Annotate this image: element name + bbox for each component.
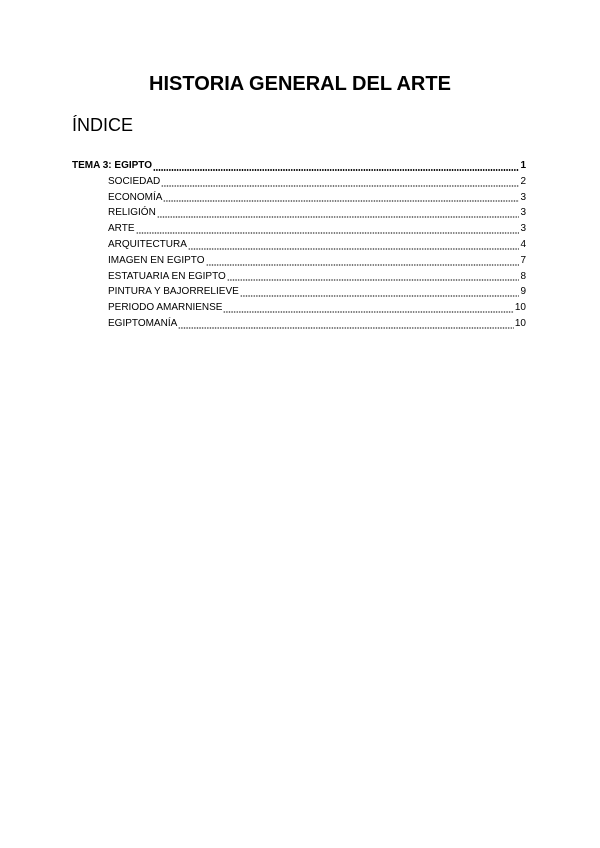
document-title: HISTORIA GENERAL DEL ARTE bbox=[149, 73, 451, 95]
toc-entry-label: PERIODO AMARNIENSE bbox=[108, 302, 223, 314]
toc-entry-page: 10 bbox=[514, 302, 526, 314]
toc-entry-page: 2 bbox=[520, 175, 526, 187]
toc-entry-tema-3-egipto[interactable] bbox=[72, 158, 526, 174]
toc-dot-leader bbox=[163, 190, 519, 202]
toc-dot-leader bbox=[157, 206, 520, 218]
toc-dot-leader bbox=[240, 285, 520, 297]
toc-entry-page: 7 bbox=[520, 254, 526, 266]
toc-dot-leader bbox=[161, 175, 519, 187]
toc-entry-label: ARTE bbox=[108, 223, 135, 235]
toc-entry-label: EGIPTOMANÍA bbox=[108, 317, 178, 329]
toc-entry-economia[interactable] bbox=[72, 190, 526, 206]
toc-entry-page: 10 bbox=[514, 317, 526, 329]
toc-entry-egiptomania[interactable] bbox=[72, 316, 526, 332]
toc-dot-leader bbox=[188, 238, 520, 250]
toc-entry-pintura-y-bajorrelieve[interactable] bbox=[72, 284, 526, 300]
toc-entry-imagen-en-egipto[interactable] bbox=[72, 253, 526, 269]
toc-entry-page: 3 bbox=[520, 191, 526, 203]
toc-dot-leader bbox=[223, 301, 513, 313]
index-heading: ÍNDICE bbox=[72, 115, 134, 135]
toc-entry-label: TEMA 3: EGIPTO bbox=[72, 160, 153, 171]
toc-entry-estatuaria-en-egipto[interactable] bbox=[72, 269, 526, 285]
toc-entry-page: 4 bbox=[520, 238, 526, 250]
toc-entry-periodo-amarniense[interactable] bbox=[72, 300, 526, 316]
toc-entry-label: PINTURA Y BAJORRELIEVE bbox=[108, 286, 239, 298]
toc-entry-label: ARQUITECTURA bbox=[108, 238, 187, 250]
toc-entry-page: 8 bbox=[520, 270, 526, 282]
table-of-contents bbox=[72, 158, 526, 332]
toc-entry-arte[interactable] bbox=[72, 221, 526, 237]
toc-entry-label: ECONOMÍA bbox=[108, 191, 163, 203]
toc-entry-label: IMAGEN EN EGIPTO bbox=[108, 254, 205, 266]
toc-entry-label: SOCIEDAD bbox=[108, 175, 161, 187]
toc-entry-label: RELIGIÓN bbox=[108, 207, 156, 219]
toc-dot-leader bbox=[178, 317, 514, 329]
toc-entry-page: 3 bbox=[520, 223, 526, 235]
toc-dot-leader bbox=[136, 222, 520, 234]
toc-dot-leader bbox=[153, 159, 519, 171]
toc-entry-page: 1 bbox=[520, 160, 526, 171]
toc-entry-sociedad[interactable] bbox=[72, 174, 526, 190]
toc-entry-page: 3 bbox=[520, 207, 526, 219]
toc-entry-page: 9 bbox=[520, 286, 526, 298]
toc-entry-label: ESTATUARIA EN EGIPTO bbox=[108, 270, 226, 282]
toc-entry-arquitectura[interactable] bbox=[72, 237, 526, 253]
toc-dot-leader bbox=[227, 269, 520, 281]
toc-entry-religion[interactable] bbox=[72, 205, 526, 221]
toc-dot-leader bbox=[206, 254, 520, 266]
